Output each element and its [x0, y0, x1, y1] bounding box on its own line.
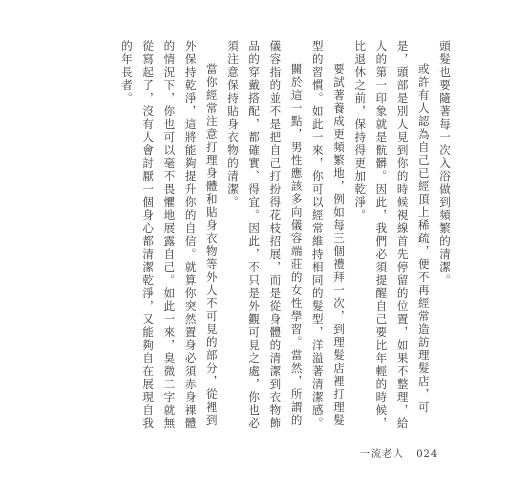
body-text: [60, 40, 455, 430]
paragraph: 或許有人認為自己已經頂上稀疏，便不再經常造訪理髮店，可是，頭部是別人見到你的時候視線首先停留的位置，如果不整理，給人的第一印象就是骯髒。因此，我們必須提醒自己要比年輕的時候，比退休之前，保持得更加乾淨。: [353, 40, 431, 430]
page-footer: [360, 445, 446, 460]
paragraph: 要試著養成更頻繁地，例如每三個禮拜一次，到理髮店裡打理髮型的習慣。如此一來，你可以經常維持相同的髮型，洋溢著清潔感。: [310, 40, 346, 430]
paragraph: 當你經常注意打理身體和貼身衣物等外人不可見的部分，從裡到外保持乾淨，這將能夠提升你的自信。就算你突然置身必須赤身裸體的情況下，你也可以毫不畏懼地展露自己。如此一來，臭微二字就無從寫起了，沒有人會討厭一個身心都清潔乾淨，又能夠自在展現自我的年長者。: [119, 40, 219, 430]
paragraph: 頭髮也要隨著每一次入浴做到頻繁的清潔。: [438, 40, 452, 287]
page-number: 024: [416, 449, 439, 460]
book-title: 一流老人: [360, 449, 404, 460]
paragraph: 關於這一點，男性應該多向儀容端莊的女性學習。當然，所謂的儀容指的並不是把自己打扮得花枝招展，而是從身體的清潔到衣物飾品的穿戴搭配，都確實、得宜。因此，不只是外觀可見之處，你也必須注意保持貼身衣物的清潔。: [225, 40, 304, 430]
